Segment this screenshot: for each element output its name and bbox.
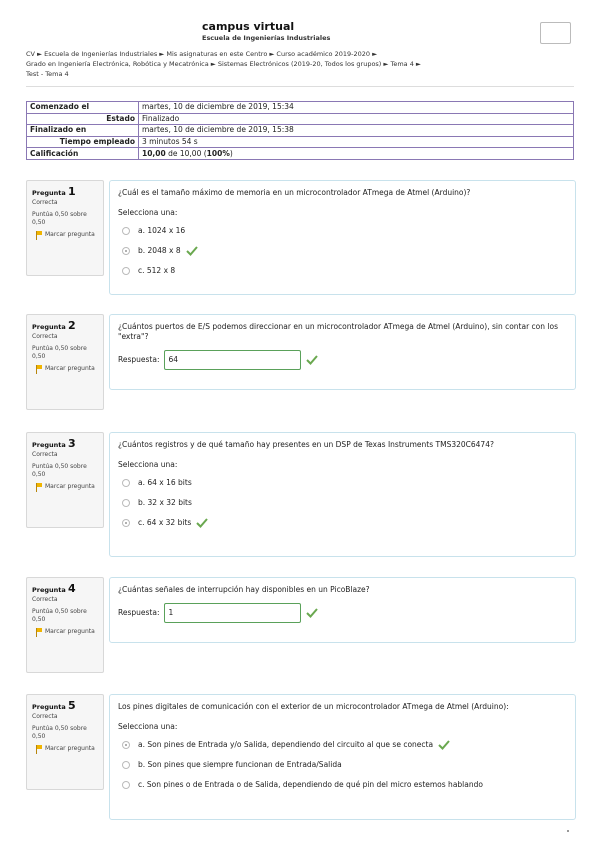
select-prompt: Selecciona una: xyxy=(118,208,178,217)
answer-option-b[interactable] xyxy=(118,496,567,510)
page-dot xyxy=(567,830,569,832)
question-word: Pregunta xyxy=(32,586,66,594)
radio-a[interactable] xyxy=(122,227,130,235)
question-state: Correcta xyxy=(32,333,58,340)
breadcrumb xyxy=(26,49,574,79)
answer-option-c[interactable] xyxy=(118,264,567,278)
attempt-summary-table xyxy=(26,101,574,160)
breadcrumb-line-3[interactable]: Test - Tema 4 xyxy=(26,70,69,78)
flag-icon xyxy=(34,231,43,240)
question-number xyxy=(32,437,98,450)
option-label: c. 512 x 8 xyxy=(138,266,176,275)
radio-a[interactable] xyxy=(122,741,130,749)
summary-row-finished xyxy=(27,125,574,137)
radio-b[interactable] xyxy=(122,499,130,507)
question-number xyxy=(32,319,98,332)
site-subtitle: Escuela de Ingenierías Industriales xyxy=(202,34,331,42)
question-number xyxy=(32,699,98,712)
question-grade: Puntúa 0,50 sobre 0,50 xyxy=(32,211,87,226)
flag-icon xyxy=(34,628,43,637)
answer-label: Respuesta: xyxy=(118,355,160,364)
option-label: c. 64 x 32 bits xyxy=(138,518,192,527)
correct-check-icon xyxy=(438,740,450,750)
answer-input[interactable]: 1 xyxy=(164,603,301,623)
option-label: a. 1024 x 16 xyxy=(138,226,186,235)
site-title[interactable]: campus virtual xyxy=(202,20,295,33)
flag-label: Marcar pregunta xyxy=(45,745,95,752)
answer-option-c[interactable] xyxy=(118,778,567,792)
flag-label: Marcar pregunta xyxy=(45,483,95,490)
breadcrumb-line-1[interactable]: CV ► Escuela de Ingenierías Industriales ► Mis asignaturas en este Centro ► Curso académico 2019-2020 ► xyxy=(26,50,378,58)
radio-c[interactable] xyxy=(122,519,130,527)
question-state: Correcta xyxy=(32,199,58,206)
question-word: Pregunta xyxy=(32,441,66,449)
summary-row-started xyxy=(27,102,574,114)
finished-value: martes, 10 de diciembre de 2019, 15:38 xyxy=(139,125,574,137)
question-number-value: 3 xyxy=(68,437,76,450)
correct-check-icon xyxy=(306,355,318,365)
summary-row-time xyxy=(27,136,574,148)
option-label: a. Son pines de Entrada y/o Salida, dependiendo del circuito al que se conecta xyxy=(138,740,434,749)
question-content-5 xyxy=(109,694,576,820)
time-label: Tiempo empleado xyxy=(27,136,139,148)
page-header xyxy=(0,0,600,88)
grade-percent: 100% xyxy=(206,148,230,158)
grade-middle: de 10,00 ( xyxy=(168,148,207,158)
state-value: Finalizado xyxy=(139,113,574,125)
question-info-1 xyxy=(26,180,104,276)
flag-question-button[interactable] xyxy=(32,365,98,374)
grade-label: Calificación xyxy=(27,148,139,160)
flag-question-button[interactable] xyxy=(32,745,98,754)
question-state: Correcta xyxy=(32,713,58,720)
radio-b[interactable] xyxy=(122,761,130,769)
question-text: ¿Cuántas señales de interrupción hay disponibles en un PicoBlaze? xyxy=(118,585,370,594)
radio-c[interactable] xyxy=(122,781,130,789)
flag-question-button[interactable] xyxy=(32,483,98,492)
summary-row-state xyxy=(27,113,574,125)
started-value: martes, 10 de diciembre de 2019, 15:34 xyxy=(139,102,574,114)
question-grade: Puntúa 0,50 sobre 0,50 xyxy=(32,725,87,740)
breadcrumb-line-2[interactable]: Grado en Ingeniería Electrónica, Robótica y Mecatrónica ► Sistemas Electrónicos (2019-20, Todos los grupos) ► Tema 4 ► xyxy=(26,60,421,68)
question-info-2 xyxy=(26,314,104,410)
question-number-value: 5 xyxy=(68,699,76,712)
question-word: Pregunta xyxy=(32,189,66,197)
question-text: Los pines digitales de comunicación con el exterior de un microcontrolador ATmega de Atmel (Arduino): xyxy=(118,702,509,711)
question-grade: Puntúa 0,50 sobre 0,50 xyxy=(32,463,87,478)
question-text: ¿Cuál es el tamaño máximo de memoria en un microcontrolador ATmega de Atmel (Arduino)? xyxy=(118,188,471,197)
question-word: Pregunta xyxy=(32,323,66,331)
question-content-1 xyxy=(109,180,576,295)
flag-icon xyxy=(34,483,43,492)
state-label: Estado xyxy=(27,113,139,125)
question-state: Correcta xyxy=(32,596,58,603)
select-prompt: Selecciona una: xyxy=(118,722,178,731)
question-grade: Puntúa 0,50 sobre 0,50 xyxy=(32,608,87,623)
radio-c[interactable] xyxy=(122,267,130,275)
question-number-value: 2 xyxy=(68,319,76,332)
answer-option-b[interactable] xyxy=(118,244,567,258)
correct-check-icon xyxy=(306,608,318,618)
grade-value xyxy=(139,148,574,160)
flag-label: Marcar pregunta xyxy=(45,628,95,635)
finished-label: Finalizado en xyxy=(27,125,139,137)
started-label: Comenzado el xyxy=(27,102,139,114)
answer-row xyxy=(118,603,567,623)
question-number-value: 1 xyxy=(68,185,76,198)
answer-option-b[interactable] xyxy=(118,758,567,772)
question-info-3 xyxy=(26,432,104,528)
answer-option-a[interactable] xyxy=(118,738,567,752)
option-label: c. Son pines o de Entrada o de Salida, dependiendo de qué pin del micro estemos hablando xyxy=(138,780,483,789)
option-label: a. 64 x 16 bits xyxy=(138,478,192,487)
flag-question-button[interactable] xyxy=(32,231,98,240)
answer-row xyxy=(118,350,567,370)
question-content-2 xyxy=(109,314,576,390)
grade-score: 10,00 xyxy=(142,148,166,158)
option-label: b. 2048 x 8 xyxy=(138,246,181,255)
answer-label: Respuesta: xyxy=(118,608,160,617)
radio-b[interactable] xyxy=(122,247,130,255)
question-text: ¿Cuántos puertos de E/S podemos direccionar en un microcontrolador ATmega de Atmel (Arduino), sin contar con los "extra"? xyxy=(118,322,558,341)
flag-icon xyxy=(34,745,43,754)
question-state: Correcta xyxy=(32,451,58,458)
question-info-4 xyxy=(26,577,104,673)
question-number-value: 4 xyxy=(68,582,76,595)
option-label: b. 32 x 32 bits xyxy=(138,498,192,507)
answer-option-a[interactable] xyxy=(118,476,567,490)
correct-check-icon xyxy=(196,518,208,528)
flag-question-button[interactable] xyxy=(32,628,98,637)
user-menu-button[interactable] xyxy=(540,22,571,44)
flag-label: Marcar pregunta xyxy=(45,231,95,238)
question-content-4 xyxy=(109,577,576,643)
question-text: ¿Cuántos registros y de qué tamaño hay presentes en un DSP de Texas Instruments TMS320C6474? xyxy=(118,440,494,449)
question-grade: Puntúa 0,50 sobre 0,50 xyxy=(32,345,87,360)
radio-a[interactable] xyxy=(122,479,130,487)
question-number xyxy=(32,582,98,595)
flag-label: Marcar pregunta xyxy=(45,365,95,372)
question-content-3 xyxy=(109,432,576,557)
summary-row-grade xyxy=(27,148,574,160)
time-value: 3 minutos 54 s xyxy=(139,136,574,148)
question-word: Pregunta xyxy=(32,703,66,711)
question-number xyxy=(32,185,98,198)
header-divider xyxy=(26,86,574,87)
answer-option-c[interactable] xyxy=(118,516,567,530)
grade-end: ) xyxy=(229,148,233,158)
correct-check-icon xyxy=(186,246,198,256)
select-prompt: Selecciona una: xyxy=(118,460,178,469)
answer-input[interactable]: 64 xyxy=(164,350,301,370)
answer-option-a[interactable] xyxy=(118,224,567,238)
option-label: b. Son pines que siempre funcionan de Entrada/Salida xyxy=(138,760,342,769)
flag-icon xyxy=(34,365,43,374)
question-info-5 xyxy=(26,694,104,790)
